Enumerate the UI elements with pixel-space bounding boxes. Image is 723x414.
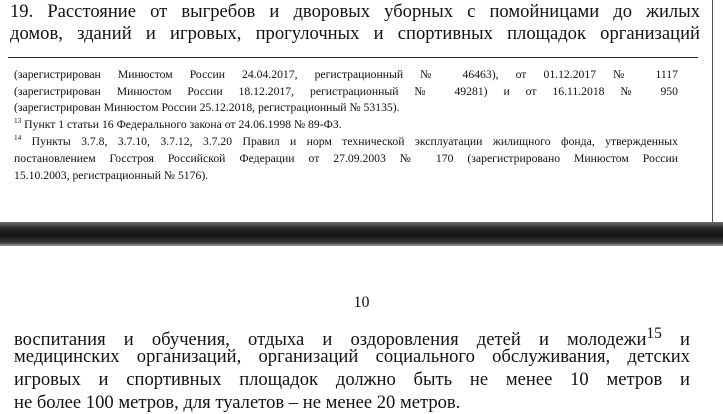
paragraph-19-continuation-line-4: не более 100 метров, для туалетов – не менее 20 метров. — [14, 392, 461, 413]
footnote-14-line-1 — [14, 133, 678, 150]
paragraph-19-line-2: домов, зданий и игровых, прогулочных и спортивных площадок организаций — [10, 23, 700, 44]
body-text: воспитания и обучения, отдыха и оздоровления детей и молодежи — [14, 329, 647, 351]
footnote-marker: 13 — [14, 117, 22, 126]
body-text-tail: и — [661, 329, 690, 351]
footnote-13 — [14, 116, 678, 133]
footnote-separator — [8, 57, 698, 58]
footnote-14-line-2: постановлением Госстроя Российской Федерации от 27.09.2003 № 170 (зарегистрировано Минюстом России — [14, 152, 678, 165]
footnote-continuation-line-3: (зарегистрирован Минюстом России 25.12.2018, регистрационный № 53135). — [14, 101, 400, 114]
footnote-text: Пункты 3.7.8, 3.7.10, 3.7.12, 3.7.20 Правил и норм технической эксплуатации жилищного фонда, утвержденных — [21, 135, 678, 148]
footnote-marker: 14 — [14, 134, 22, 143]
footnote-14-line-3: 15.10.2003, регистрационный № 5176). — [14, 169, 209, 182]
page-break-band — [0, 222, 723, 246]
footnote-continuation-line-2: (зарегистрирован Минюстом России 18.12.2017, регистрационный № 49281) и от 16.11.2018 № 950 — [14, 85, 678, 98]
paragraph-19-line-1: 19. Расстояние от выгребов и дворовых уборных с помойницами до жилых — [10, 1, 700, 22]
footnote-continuation-line-1: (зарегистрирован Минюстом России 24.04.2017, регистрационный № 46463), от 01.12.2017 № 1117 — [14, 68, 678, 81]
footnote-text: Пункт 1 статьи 16 Федерального закона от 24.06.1998 № 89-ФЗ. — [21, 118, 342, 131]
footnote-reference-15: 15 — [646, 325, 662, 342]
page-edge — [712, 0, 713, 222]
page-number: 10 — [353, 294, 370, 311]
paragraph-19-continuation-line-3: игровых и спортивных площадок должно быть не менее 10 метров и — [14, 369, 690, 390]
paragraph-19-continuation-line-2: медицинских организаций, организаций социального обслуживания, детских — [14, 346, 690, 367]
